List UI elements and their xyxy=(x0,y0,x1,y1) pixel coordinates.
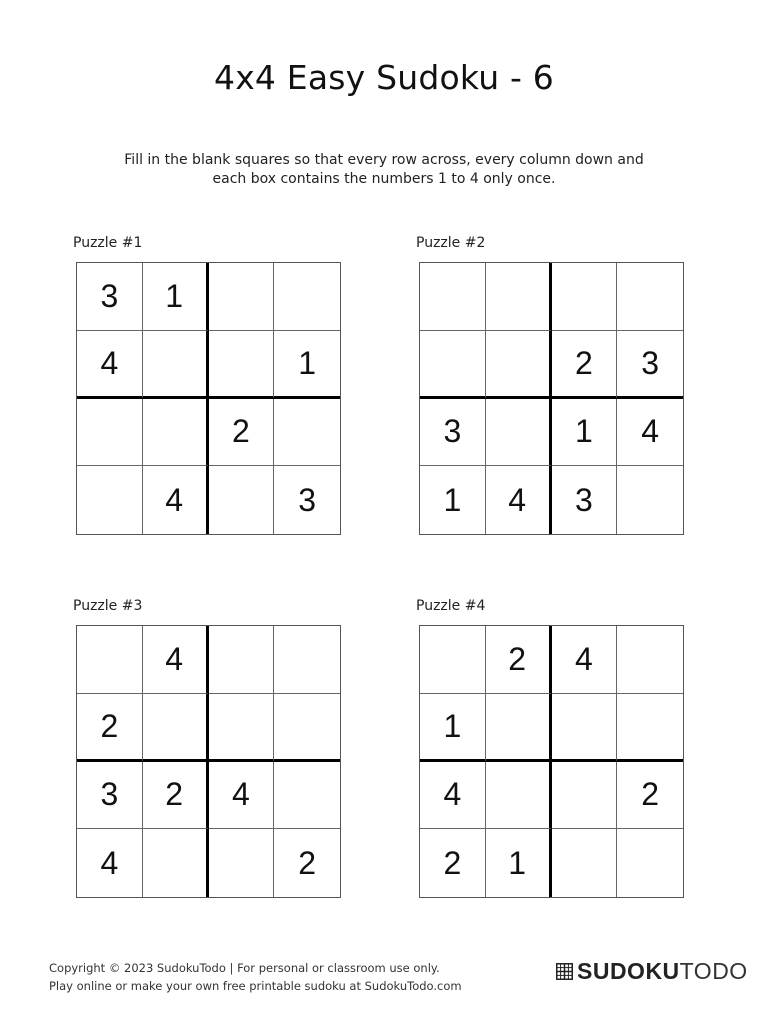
puzzle-label: Puzzle #4 xyxy=(416,598,486,614)
sudoku-cell[interactable] xyxy=(617,466,683,534)
sudoku-cell[interactable]: 3 xyxy=(77,263,143,331)
sudoku-cell[interactable] xyxy=(77,626,143,694)
sudoku-cell[interactable] xyxy=(486,331,552,399)
instructions-line-1: Fill in the blank squares so that every row across, every column down and xyxy=(124,152,644,168)
sudoku-cell[interactable]: 2 xyxy=(209,399,275,467)
sudoku-cell[interactable]: 1 xyxy=(486,829,552,897)
instructions-line-2: each box contains the numbers 1 to 4 only once. xyxy=(212,171,556,187)
sudoku-cell[interactable]: 4 xyxy=(420,762,486,830)
sudoku-cell[interactable]: 1 xyxy=(420,466,486,534)
footer xyxy=(49,959,462,995)
sudoku-cell[interactable] xyxy=(486,263,552,331)
sudoku-grid xyxy=(419,625,684,898)
sudoku-cell[interactable] xyxy=(274,626,340,694)
sudoku-cell[interactable] xyxy=(617,829,683,897)
logo-text-bold: SUDOKU xyxy=(577,957,680,984)
sudoku-cell[interactable] xyxy=(420,263,486,331)
sudoku-cell[interactable]: 1 xyxy=(420,694,486,762)
sudoku-cell[interactable]: 1 xyxy=(552,399,618,467)
sudoku-grid xyxy=(76,625,341,898)
puzzle-1 xyxy=(73,233,343,535)
sudoku-cell[interactable]: 1 xyxy=(274,331,340,399)
sudoku-cell[interactable] xyxy=(143,694,209,762)
sudoku-cell[interactable]: 2 xyxy=(617,762,683,830)
promo-text: Play online or make your own free printable sudoku at SudokuTodo.com xyxy=(49,979,462,993)
sudoku-cell[interactable] xyxy=(143,399,209,467)
sudoku-cell[interactable]: 3 xyxy=(77,762,143,830)
sudoku-cell[interactable] xyxy=(77,466,143,534)
sudoku-cell[interactable] xyxy=(420,331,486,399)
sudoku-cell[interactable] xyxy=(209,626,275,694)
puzzle-3 xyxy=(73,596,343,898)
logo-text-light: TODO xyxy=(679,957,748,984)
puzzle-4 xyxy=(416,596,686,898)
sudoku-cell[interactable] xyxy=(552,694,618,762)
sudoku-cell[interactable]: 2 xyxy=(552,331,618,399)
copyright-text: Copyright © 2023 SudokuTodo | For personal or classroom use only. xyxy=(49,961,440,975)
sudoku-cell[interactable]: 2 xyxy=(298,844,317,881)
sudoku-cell[interactable]: 4 xyxy=(209,762,275,830)
sudoku-cell[interactable] xyxy=(617,694,683,762)
sudoku-cell[interactable] xyxy=(209,829,275,897)
sudoku-cell[interactable]: 4 xyxy=(77,829,143,897)
sudoku-cell[interactable]: 3 xyxy=(552,466,618,534)
page-title: 4x4 Easy Sudoku - 6 xyxy=(214,58,554,97)
sudoku-cell[interactable]: 3 xyxy=(298,481,317,518)
sudoku-cell[interactable]: 2 xyxy=(143,762,209,830)
sudoku-cell[interactable]: 4 xyxy=(486,466,552,534)
sudoku-cell[interactable] xyxy=(552,762,618,830)
puzzle-2 xyxy=(416,233,686,535)
sudoku-cell[interactable] xyxy=(617,626,683,694)
sudoku-cell[interactable] xyxy=(274,694,340,762)
sudoku-cell[interactable] xyxy=(143,829,209,897)
sudoku-cell[interactable]: 2 xyxy=(486,626,552,694)
instructions xyxy=(84,151,684,189)
sudoku-cell[interactable] xyxy=(552,829,618,897)
sudoku-cell[interactable]: 1 xyxy=(143,263,209,331)
sudoku-cell[interactable] xyxy=(552,263,618,331)
grid-icon xyxy=(556,963,573,980)
sudoku-cell[interactable] xyxy=(209,263,275,331)
sudoku-cell[interactable] xyxy=(486,694,552,762)
sudoku-cell[interactable]: 2 xyxy=(77,694,143,762)
puzzle-label: Puzzle #2 xyxy=(416,235,486,251)
sudoku-cell[interactable] xyxy=(143,331,209,399)
sudoku-cell[interactable]: 4 xyxy=(617,399,683,467)
sudoku-cell[interactable] xyxy=(209,331,275,399)
sudoku-cell[interactable] xyxy=(274,762,340,830)
sudoku-cell[interactable] xyxy=(486,399,552,467)
puzzle-label: Puzzle #3 xyxy=(73,598,143,614)
sudoku-cell[interactable] xyxy=(420,626,486,694)
sudoku-cell[interactable] xyxy=(617,263,683,331)
sudoku-cell[interactable]: 4 xyxy=(77,331,143,399)
sudoku-grid xyxy=(76,262,341,535)
sudoku-cell[interactable] xyxy=(209,466,275,534)
sudoku-cell[interactable]: 2 xyxy=(420,829,486,897)
sudoku-grid xyxy=(419,262,684,535)
puzzle-label: Puzzle #1 xyxy=(73,235,143,251)
sudoku-cell[interactable]: 4 xyxy=(143,466,209,534)
sudoku-cell[interactable]: 4 xyxy=(552,626,618,694)
sudoku-cell[interactable] xyxy=(274,263,340,331)
sudoku-cell[interactable]: 3 xyxy=(617,331,683,399)
sudoku-cell[interactable]: 3 xyxy=(420,399,486,467)
sudoku-cell[interactable]: 4 xyxy=(143,626,209,694)
sudoku-cell[interactable] xyxy=(486,762,552,830)
sudokutodo-logo xyxy=(556,958,748,984)
sudoku-cell[interactable] xyxy=(209,694,275,762)
sudoku-cell[interactable] xyxy=(77,399,143,467)
sudoku-cell[interactable] xyxy=(274,399,340,467)
